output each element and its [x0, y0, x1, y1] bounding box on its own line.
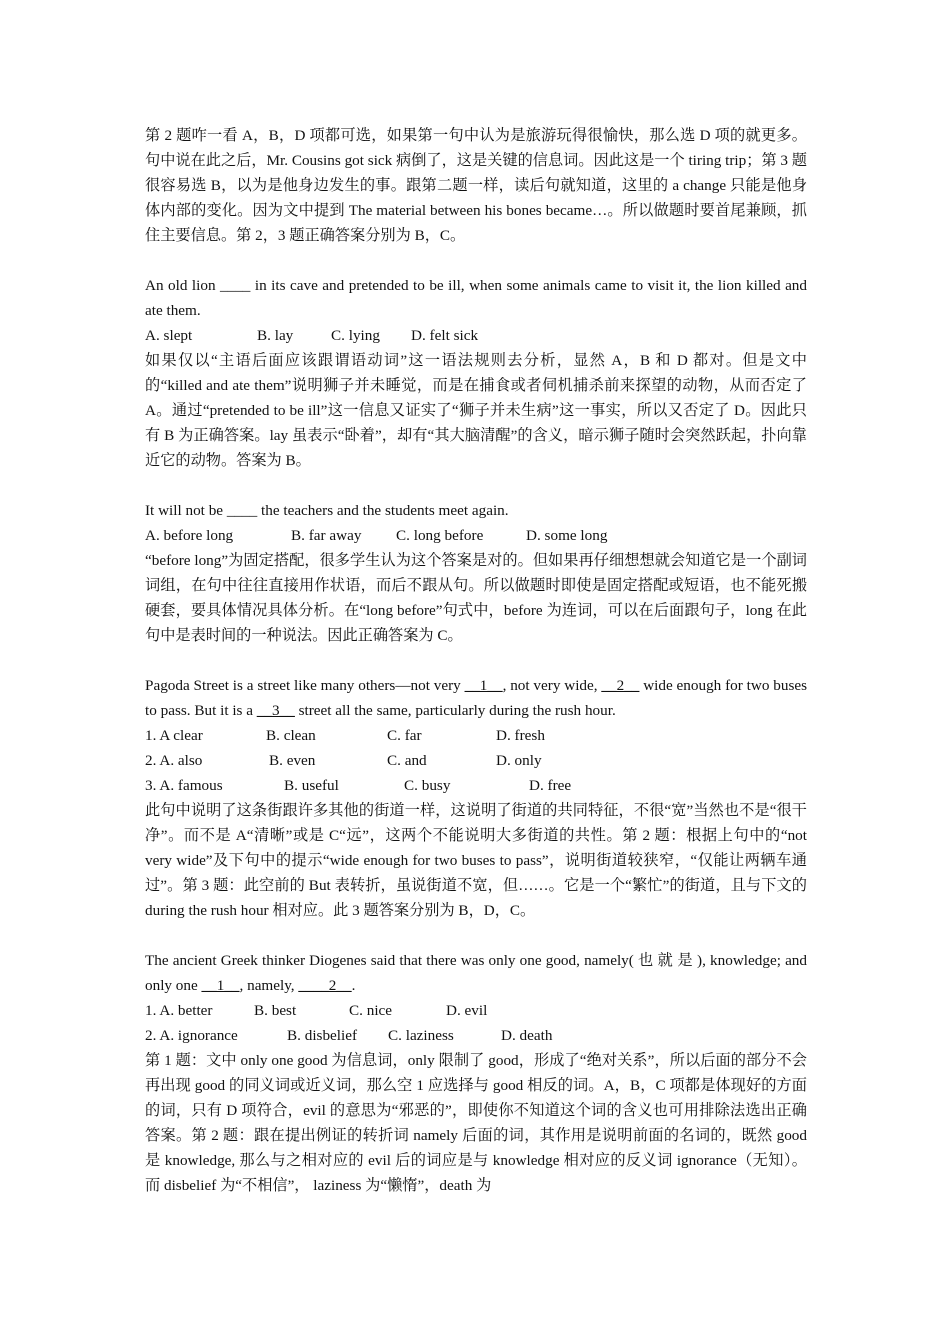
question-2-explanation: “before long”为固定搭配，很多学生认为这个答案是对的。但如果再仔细想想就会知道它是一个副词词组，在句中往往直接用作状语，而后不跟从句。所以做题时即使是固定搭配或短语，也不能死搬硬套，要具体情况具体分析。在“long before”句式中，before 为连词，可以在后面跟句子，long 在此句中是表时间的一种说法。因此正确答案为 C。 — [145, 552, 807, 644]
option-b: B. far away — [291, 527, 362, 544]
option-a: 2. A. also — [145, 752, 203, 769]
option-c: C. nice — [349, 1002, 393, 1019]
blank-1: __1__ — [201, 977, 240, 994]
question-3-text — [145, 673, 807, 723]
option-a: A. slept — [145, 327, 193, 344]
option-b: B. clean — [266, 727, 316, 744]
option-c: C. and — [387, 752, 427, 769]
option-d: D. fresh — [496, 727, 545, 744]
option-b: B. useful — [284, 777, 339, 794]
paragraph-spacer — [145, 473, 807, 498]
question-3-part-2: , not very wide, — [502, 677, 602, 694]
blank-3: __3__ — [256, 702, 295, 719]
paragraph-spacer — [145, 648, 807, 673]
blank-1: __1__ — [464, 677, 503, 694]
question-3-options-row-1 — [145, 723, 807, 748]
question-4-explanation: 第 1 题：文中 only one good 为信息词，only 限制了 good，形成了“绝对关系”，所以后面的部分不会再出现 good 的同义词或近义词，那么空 1 应选择与 good 相反的词。A，B，C 项都是体现好的方面的词，只有 D 项符合，evil 的意思为“邪恶的”，即使你不知道这个词的含义也可用排除法选出正确答案。第 2 题：跟在提出例证的转折词 namely 后面的词，其作用是说明前面的名词的，既然 good 是 knowledge, 那么与之相对应的 evil 后的词应是与 knowledge 相对应的反义词 ignorance（无知）。而 disbelief 为“不相信”， laziness 为“懒惰”，death 为 — [145, 1052, 807, 1194]
option-d: D. felt sick — [411, 327, 479, 344]
option-d: D. free — [529, 777, 572, 794]
option-c: C. busy — [404, 777, 451, 794]
option-b: B. disbelief — [287, 1027, 358, 1044]
option-b: B. lay — [257, 327, 294, 344]
option-a: 3. A. famous — [145, 777, 223, 794]
document-page — [145, 123, 807, 1198]
paragraph-spacer — [145, 923, 807, 948]
blank-2: __2__ — [601, 677, 640, 694]
question-1-explanation: 如果仅以“主语后面应该跟谓语动词”这一语法规则去分析，显然 A，B 和 D 都对。但是文中的“killed and ate them”说明狮子并未睡觉，而是在捕食或者伺机捕杀前来探望的动物，从而否定了 A。通过“pretended to be ill”这一信息又证实了“狮子并未生病”这一事实，所以又否定了 D。因此只有 B 为正确答案。lay 虽表示“卧着”，却有“其大脑清醒”的含义，暗示狮子随时会突然跃起，扑向靠近它的动物。答案为 B。 — [145, 352, 807, 469]
question-3-options-row-2 — [145, 748, 807, 773]
question-4-part-3: . — [351, 977, 356, 994]
question-3-explanation: 此句中说明了这条街跟许多其他的街道一样，这说明了街道的共同特征，不很“宽”当然也不是“很干净”。而不是 A“清晰”或是 C“远”，这两个不能说明大多街道的共性。第 2 题：根据上句中的“not very wide”及下句中的提示“wide enough for two buses to pass”，说明街道较狭窄，“仅能让两辆车通过”。第 3 题：此空前的 But 表转折，虽说街道不宽，但……。它是一个“繁忙”的街道，且与下文的 during the rush hour 相对应。此 3 题答案分别为 B，D，C。 — [145, 802, 807, 919]
option-c: C. lying — [331, 327, 380, 344]
question-4-text — [145, 948, 807, 998]
option-d: D. death — [501, 1027, 553, 1044]
explanation-paragraph-intro: 第 2 题咋一看 A，B，D 项都可选，如果第一句中认为是旅游玩得很愉快，那么选 D 项的就更多。句中说在此之后，Mr. Cousins got sick 病倒了，这是关键的信息词。因此这是一个 tiring trip；第 3 题很容易选 B，以为是他身边发生的事。跟第二题一样，读后句就知道，这里的 a change 只能是他身体内部的变化。因为文中提到 The material between his bones became…。所以做题时要首尾兼顾，抓住主要信息。第 2，3 题正确答案分别为 B，C。 — [145, 127, 807, 244]
question-3-part-3: wide enough for two buses to pass. But it is a — [145, 677, 807, 719]
option-d: D. evil — [446, 1002, 488, 1019]
option-c: C. far — [387, 727, 422, 744]
question-4-options-row-2 — [145, 1023, 807, 1048]
option-a: A. before long — [145, 527, 234, 544]
question-1-options — [145, 323, 807, 348]
question-1-text: An old lion ____ in its cave and pretended to be ill, when some animals came to visit it, the lion killed and ate them. — [145, 277, 807, 319]
question-2-text: It will not be ____ the teachers and the students meet again. — [145, 502, 509, 519]
question-3-part-4: street all the same, particularly during the rush hour. — [294, 702, 616, 719]
option-b: B. even — [269, 752, 316, 769]
option-c: C. long before — [396, 527, 484, 544]
option-d: D. only — [496, 752, 542, 769]
option-a: 1. A. better — [145, 1002, 213, 1019]
question-3-options-row-3 — [145, 773, 807, 798]
option-a: 1. A clear — [145, 727, 203, 744]
option-a: 2. A. ignorance — [145, 1027, 238, 1044]
blank-2: ____2__ — [298, 977, 352, 994]
question-4-options-row-1 — [145, 998, 807, 1023]
paragraph-spacer — [145, 248, 807, 273]
question-4-part-1: The ancient Greek thinker Diogenes said that there was only one good, namely( 也 就 是 ), knowledge; and only one — [145, 952, 807, 994]
question-2-options — [145, 523, 807, 548]
option-d: D. some long — [526, 527, 608, 544]
option-b: B. best — [254, 1002, 297, 1019]
question-3-part-1: Pagoda Street is a street like many others—not very — [145, 677, 465, 694]
question-4-part-2: , namely, — [239, 977, 299, 994]
option-c: C. laziness — [388, 1027, 454, 1044]
